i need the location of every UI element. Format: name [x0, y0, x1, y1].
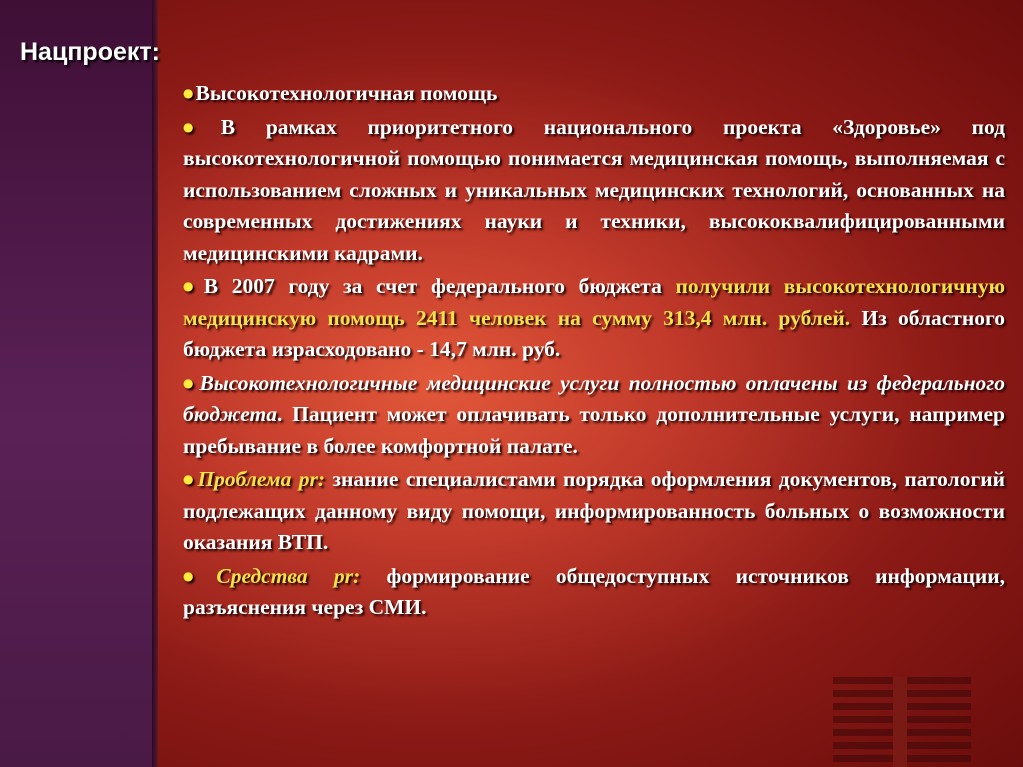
- list-item: ●Проблема pr: знание специалистами порядка оформления документов, патологий подлежащих данному виду помощи, информированность больных о возможности оказания ВТП.: [183, 467, 1005, 554]
- bullet-icon: ●: [183, 568, 215, 583]
- bullet-icon: ●: [183, 86, 194, 100]
- bullet-icon: ●: [183, 279, 202, 293]
- list-item: ●В рамках приоритетного национального проекта «Здоровье» под высокотехнологичной помощью понимается медицинская помощь, выполняемая с использованием сложных и уникальных медицинских технологий, основанных на современных достижениях науки и техники, высококвалифицированными медицинскими кадрами.: [183, 114, 1005, 265]
- slide-title: Нацпроект:: [20, 38, 160, 66]
- bullet-icon: ●: [183, 119, 219, 134]
- list-item: ●Средства pr: формирование общедоступных источников информации, разъяснения через СМИ.: [183, 563, 1005, 619]
- italic-text: Высокотехнологичные медицинские услуги полностью оплачены из федерального бюджета: [183, 370, 1005, 426]
- list-item: ●Высокотехнологичные медицинские услуги полностью оплачены из федерального бюджета. Пациент может оплачивать только дополнительные услуги, например пребывание в более комфортной палате.: [183, 370, 1005, 458]
- bullet-icon: ●: [183, 375, 198, 390]
- bullet-icon: ●: [183, 472, 196, 486]
- highlighted-text: получили высокотехнологичную медицинскую помощь 2411 человек на сумму 313,4 млн. рублей.: [183, 274, 1005, 330]
- sidebar-panel: [0, 0, 152, 767]
- item-label: Проблема pr:: [197, 467, 326, 491]
- decorative-stripes: [833, 677, 971, 767]
- list-item: ●Высокотехнологичная помощь: [183, 81, 498, 105]
- item-label: Средства pr:: [216, 563, 361, 588]
- bullet-list: [183, 78, 1005, 626]
- list-item: ●В 2007 году за счет федерального бюджета получили высокотехнологичную медицинскую помощь 2411 человек на сумму 313,4 млн. рублей. Из областного бюджета израсходовано - 14,7 млн. руб.: [183, 274, 1005, 361]
